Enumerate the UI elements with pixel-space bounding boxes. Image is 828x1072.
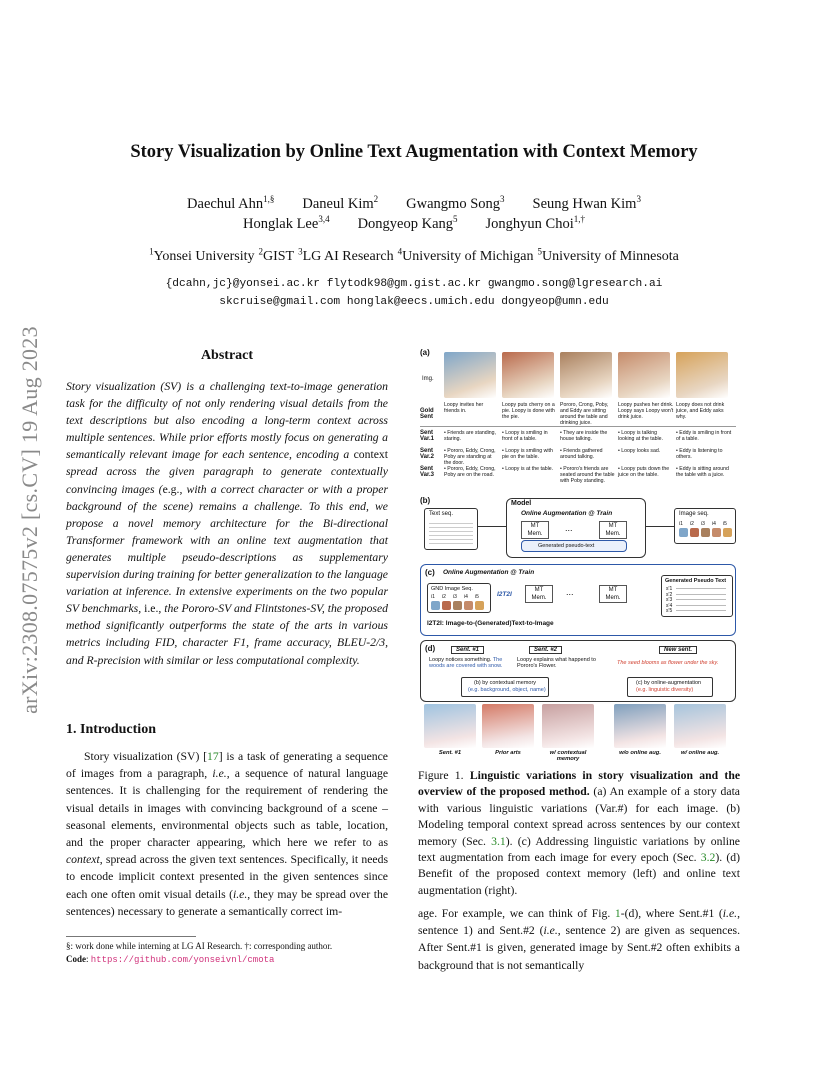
mt-text: MT	[530, 523, 540, 529]
d-image	[614, 704, 666, 748]
c-mt-2	[599, 585, 627, 603]
ellipsis: ...	[566, 587, 574, 597]
author	[243, 216, 330, 232]
author-name: Seung Hwan Kim	[532, 195, 637, 212]
author-sup: 1,§	[263, 194, 275, 204]
d-mem-box	[461, 677, 549, 697]
mem-text: Mem.	[531, 595, 547, 601]
affiliation-sup: 3	[298, 246, 303, 256]
d-aug-1: (c) by online-augmentation	[636, 680, 702, 686]
pseudo-text-box	[521, 540, 627, 552]
image-seq-label: Image seq.	[679, 511, 709, 517]
pseudo-text-label: Generated pseudo-text	[538, 543, 595, 549]
caption-bold: Linguistic variations in story visualization and the overview of the proposed method.	[418, 769, 741, 799]
d-image	[424, 704, 476, 748]
author	[187, 196, 274, 212]
author-name: Daechul Ahn	[187, 195, 264, 212]
sec-3-1-link[interactable]: 3.1	[491, 834, 506, 848]
panel-c-box	[420, 564, 736, 636]
var-label: Sent Var.2	[420, 448, 435, 460]
gnd-thumb	[475, 601, 484, 610]
panel-d-box	[420, 640, 736, 702]
story-image	[444, 352, 496, 398]
var-sentence: • Loopy is smiling with pie on the table.	[502, 448, 553, 460]
d-image	[542, 704, 594, 748]
emails-line-1: {dcahn,jc}@yonsei.ac.kr flytodk98@gm.gist.ac.kr gwangmo.song@lgresearch.ai	[165, 278, 663, 290]
story-image	[618, 352, 670, 398]
d-aug-box	[627, 677, 713, 697]
author-name: Gwangmo Song	[406, 195, 501, 212]
author	[358, 216, 458, 232]
intro-part: , they may be spread over the sentences) necessary to generate a semantically correct im-	[66, 887, 389, 918]
footnote-text: §: work done while interning at LG AI Research. †: corresponding author.	[66, 941, 333, 951]
d-s1-b: The woods are covered with snow.	[429, 657, 503, 669]
rcol-part: , sentence 1) and Sent.#2 (	[418, 907, 740, 938]
var-sentence: • Loopy is at the table.	[502, 466, 554, 472]
d-bottom-label: w/o online aug.	[619, 750, 661, 756]
var-sentence: • Loopy is smiling in front of a table.	[502, 430, 548, 442]
image-seq-id: i1	[679, 521, 683, 527]
caption-part: ). (d) Benefit of the proposed context memory (left) and online text augmentation (right).	[418, 851, 740, 897]
gold-sentence: Loopy invites her friends in.	[444, 402, 484, 414]
c-caption: I2T2I: Image-to-(Generated)Text-to-Image	[427, 620, 554, 627]
story-image	[676, 352, 728, 398]
abstract-part: spread across the given paragraph to generate contextually convincing images (	[66, 465, 388, 496]
affiliation	[298, 246, 394, 264]
caption-part: (a) An example of a story data with various linguistic variations (Var.#) for each image. (b) Modeling temporal context spread across sentences by our context memory (Sec.	[418, 785, 740, 848]
image-seq-id: i3	[701, 521, 705, 527]
var-sentence: • They are inside the house talking.	[560, 430, 608, 442]
intro-part: , a sequence of natural language sentences. It is challenging for the requirement of rendering the visual details in images with convincing background of a scene – seasonal elements, environmental objects such as table, location, and the proper character appearing, which here we refer to as	[66, 767, 389, 850]
mt-text: MT	[534, 587, 544, 593]
gold-sentence: Loopy pushes her drink. Loopy says Loopy won't drink juice.	[618, 402, 674, 420]
intro-ie: i.e.	[212, 767, 227, 781]
var-sentence: • Loopy looks sad.	[618, 448, 661, 454]
authors-line-2	[60, 214, 768, 233]
story-image	[560, 352, 612, 398]
gen-line	[676, 594, 726, 595]
gen-id: s'3	[666, 597, 673, 603]
abstract-text	[66, 378, 388, 669]
author	[302, 196, 378, 212]
rcol-ie: i.e.	[722, 907, 738, 920]
fig-1-link[interactable]: 1	[614, 907, 621, 920]
author-sup: 3,4	[318, 214, 330, 224]
gnd-id: i5	[475, 594, 479, 600]
gold-sentence: Pororo, Crong, Poby, and Eddy are sitting around the table and drinking juice.	[560, 402, 609, 426]
d-sent1: Sent. #1	[451, 646, 484, 654]
abstract-part: , with a correct character or with a proper background of the scene) remains a challenge. To this end, we propose a novel memory architecture for the Bi-directional Transformer framework with an online text augmentation that generates multiple pseudo-descriptions as supplementary supervision during training for better generalization to the language variation at inference. In extensive experiments on the two popular SV benchmarks,	[66, 482, 389, 616]
mt-block-1	[521, 521, 549, 539]
emails-line-2: skcruise@gmail.com honglak@eecs.umich.edu dongyeop@umn.edu	[219, 296, 609, 308]
gen-pseudo-box	[661, 575, 733, 617]
var-sentence: • Pororo, Eddy, Crong, Poby are standing at the door.	[444, 448, 496, 466]
gnd-thumb	[464, 601, 473, 610]
intro-heading: 1. Introduction	[66, 722, 156, 737]
image-seq-thumb	[723, 528, 732, 537]
author	[406, 196, 504, 212]
author	[533, 196, 641, 212]
author-sup: 3	[500, 194, 505, 204]
gen-line	[676, 599, 726, 600]
image-seq-thumb	[712, 528, 721, 537]
affiliation	[537, 246, 679, 264]
intro-ie: i.e.	[233, 887, 248, 901]
mt-text: MT	[608, 587, 618, 593]
ref-17-link[interactable]: 17	[207, 750, 219, 763]
d-s1-a: Loopy notices something.	[429, 657, 492, 663]
var-sentence: • Eddy is sitting around the table with a juice.	[676, 466, 729, 478]
abstract-part: , the Pororo-SV and Flintstones-SV, the proposed method significantly outperforms the state of the arts in various metrics including FID, character F1, frame accuracy, BLEU-2/3, and R-precision with similar or less computational complexity.	[66, 602, 389, 667]
author-name: Jonghyun Choi	[485, 215, 574, 232]
story-image	[502, 352, 554, 398]
author-name: Dongyeop Kang	[357, 215, 454, 232]
mem-text: Mem.	[527, 531, 543, 537]
text-seq-label: Text seq.	[429, 511, 454, 517]
affiliation-sup: 1	[149, 246, 154, 256]
abstract-part: Story visualization (SV) is a challenging text-to-image generation task for the difficulty of not only rendering visual details from the text descriptions but also encoding a long-term context across multiple sentences. While prior efforts mostly focus on generating a semantically relevant image for each sentence, encoding a	[66, 380, 388, 462]
caption-label: Figure 1.	[418, 769, 464, 782]
img-row-label: Img.	[422, 376, 434, 382]
var-sentence: • Pororo's friends are seated around the table with Poby standing.	[560, 466, 615, 484]
i2t2i-label: I2T2I	[497, 591, 512, 598]
model-box	[506, 498, 646, 558]
panel-b-label: (b)	[420, 496, 431, 505]
gnd-id: i4	[464, 594, 468, 600]
d-bottom-label: Sent. #1	[438, 750, 462, 756]
affiliation-sup: 5	[537, 246, 542, 256]
image-seq-id: i4	[712, 521, 716, 527]
gen-id: s'2	[666, 591, 673, 598]
image-seq-thumb	[679, 528, 688, 537]
text-lines	[429, 523, 473, 545]
gold-label: Gold Sent	[420, 408, 434, 420]
affiliation-sup: 2	[258, 246, 263, 256]
d-s2-text: Loopy explains what happend to Pororo's Flower.	[517, 657, 596, 669]
gen-line	[676, 605, 726, 606]
intro-text	[66, 748, 388, 920]
gnd-box	[427, 583, 491, 613]
image-seq-thumb	[701, 528, 710, 537]
d-mem-2: (e.g. background, object, name)	[468, 687, 546, 693]
abstract-heading: Abstract	[200, 348, 254, 363]
arxiv-id: arXiv:2308.07575v2 [cs.CV] 19 Aug 2023	[17, 326, 42, 714]
gold-sentence: Loopy does not drink juice, and Eddy asks why.	[676, 402, 725, 420]
var-sentence: • Loopy puts down the juice on the table.	[618, 466, 670, 478]
panel-a-label: (a)	[420, 348, 430, 357]
gnd-label: GND Image Seq.	[431, 586, 473, 592]
var-sentence: • Eddy is listening to others.	[676, 448, 723, 460]
intro-part: ] is a task of generating a sequence of images from a paragraph,	[66, 750, 388, 781]
abstract-ie: i.e.	[144, 602, 159, 616]
gen-id: s'4	[666, 602, 673, 609]
d-new-sent: New sent.	[659, 646, 697, 654]
footnote-rule	[66, 936, 196, 937]
figure-caption	[418, 768, 740, 899]
intro-part: , spread across the given text sentences. Specifically, it needs to encode implicit context presented in the given sentences since each one often omit visual details (	[66, 853, 388, 901]
arrow-out	[646, 526, 674, 527]
author-sup: 3	[636, 194, 641, 204]
d-bottom-label: w/ contextual memory	[549, 750, 587, 762]
c-title: Online Augmentation @ Train	[443, 569, 535, 576]
code-label: Code	[66, 954, 86, 964]
var-sentence: • Loopy is talking looking at the table.	[618, 430, 663, 442]
gnd-thumb	[431, 601, 440, 610]
d-bottom-label: Prior arts	[495, 750, 521, 756]
figure-1	[418, 346, 738, 762]
var-label: Sent Var.1	[420, 430, 435, 442]
abstract-context: context	[353, 448, 388, 462]
ellipsis: ...	[565, 523, 573, 533]
gnd-thumb	[442, 601, 451, 610]
mt-block-2	[599, 521, 627, 539]
caption-part: ). (c) Addressing linguistic variations by online text augmentation from each image for every epoch (Sec.	[418, 834, 740, 865]
affiliations	[60, 246, 768, 265]
var-sentence: • Friends are standing, staring.	[444, 430, 496, 442]
right-column-text	[418, 905, 740, 974]
gnd-id: i2	[442, 594, 446, 600]
affiliation	[258, 246, 295, 264]
text-seq-box	[424, 508, 478, 550]
arrow-in	[478, 526, 506, 527]
code-url-link[interactable]: https://github.com/yonseivnl/cmota	[90, 955, 275, 965]
mem-text: Mem.	[605, 595, 621, 601]
d-image	[482, 704, 534, 748]
author-name: Honglak Lee	[243, 215, 319, 232]
affiliation-name: Yonsei University	[153, 248, 255, 264]
paper-title: Story Visualization by Online Text Augmentation with Context Memory	[130, 142, 698, 162]
mem-text: Mem.	[605, 531, 621, 537]
var-sentence: • Eddy is smiling in front of a table.	[676, 430, 732, 442]
rcol-part: age. For example, we can think of Fig.	[418, 907, 615, 920]
intro-context: context	[66, 853, 100, 867]
d-aug-2: (e.g. linguistic diversity)	[636, 687, 694, 693]
d-image	[674, 704, 726, 748]
image-seq-id: i2	[690, 521, 694, 527]
author-sup: 5	[453, 214, 458, 224]
affiliation-name: LG AI Research	[302, 248, 394, 264]
gen-id: s'1	[666, 586, 673, 592]
d-sent2: Sent. #2	[529, 646, 562, 654]
d-s1-text	[429, 657, 513, 669]
c-mt-1	[525, 585, 553, 603]
gnd-id: i1	[431, 594, 435, 600]
mt-text: MT	[608, 523, 618, 529]
panel-c-label: (c)	[425, 568, 435, 577]
footnote: §: work done while interning at LG AI Research. †: corresponding author. Code: https://github.com/yonseivnl/cmota	[66, 940, 406, 967]
abstract-eg: e.g.	[162, 482, 180, 496]
author-sup: 2	[373, 194, 379, 204]
model-label: Model	[511, 500, 532, 507]
image-seq-box	[674, 508, 736, 544]
rcol-part: -(d), where Sent.#1 (	[620, 907, 723, 920]
gnd-id: i3	[453, 594, 457, 600]
affiliation	[149, 246, 255, 264]
var-label: Sent Var.3	[420, 466, 435, 478]
gen-pseudo-label: Generated Pseudo Text	[665, 578, 727, 584]
d-mem-1: (b) by contextual memory	[474, 680, 537, 686]
gen-line	[676, 588, 726, 589]
gnd-thumb	[453, 601, 462, 610]
affiliation-name: University of Minnesota	[542, 248, 679, 264]
gen-line	[676, 610, 726, 611]
image-seq-id: i5	[723, 521, 727, 527]
var-sentence: • Friends gathered around talking.	[560, 448, 603, 460]
panel-d-label: (d)	[425, 644, 436, 653]
var-sentence: • Pororo, Eddy, Crong, Poby are on the road.	[444, 466, 496, 478]
affiliation	[397, 246, 534, 264]
author-sup: 1,†	[573, 214, 585, 224]
affiliation-sup: 4	[397, 246, 403, 256]
ota-label: Online Augmentation @ Train	[521, 510, 613, 517]
author-name: Daneul Kim	[302, 195, 374, 212]
rcol-part: , sentence 2) are given as sequences. After Sent.#1 is given, generated image by Sent.#2 often exhibits a background that is not semantically	[418, 924, 740, 972]
author	[486, 216, 585, 232]
affiliation-name: GIST	[262, 248, 295, 264]
d-bottom-label: w/ online aug.	[680, 750, 720, 756]
d-new-text: The seed blooms as flower under the sky.	[617, 660, 719, 666]
arxiv-stamp	[14, 270, 46, 770]
sec-3-2-link[interactable]: 3.2	[700, 851, 716, 865]
divider	[420, 426, 736, 427]
authors-line-1	[60, 194, 768, 213]
rcol-ie: i.e.	[543, 924, 558, 938]
gen-id: s'5	[666, 608, 673, 614]
affiliation-name: University of Michigan	[402, 248, 534, 264]
gold-sentence: Loopy puts cherry on a pie. Loopy is done with the pie.	[502, 402, 555, 420]
intro-part: Story visualization (SV) [	[84, 750, 208, 763]
image-seq-thumb	[690, 528, 699, 537]
